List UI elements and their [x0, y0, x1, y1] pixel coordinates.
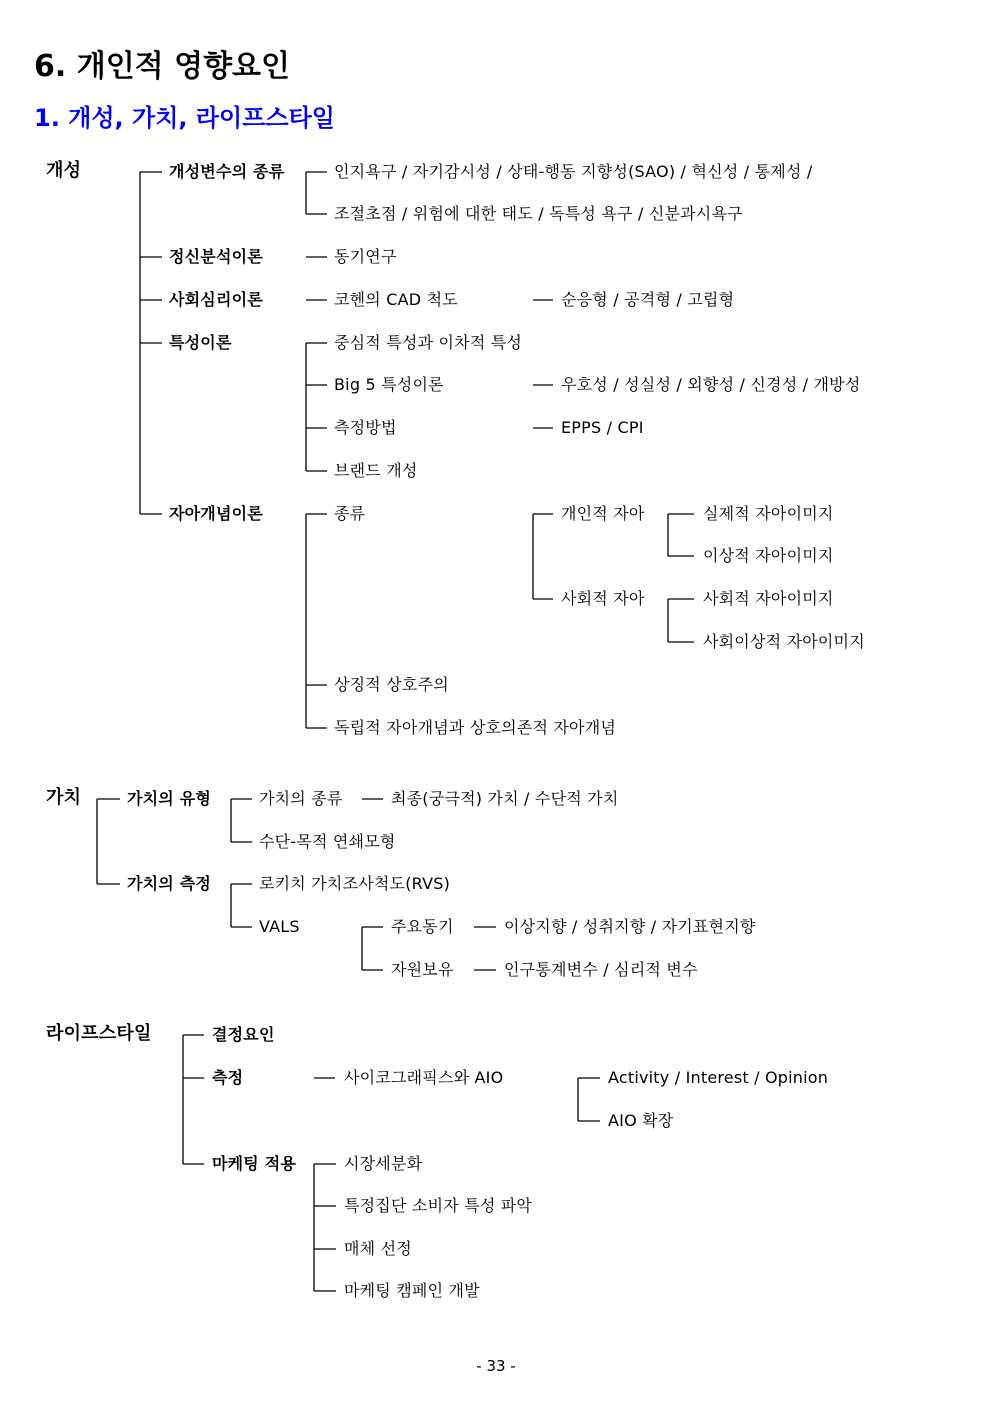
value-kinds-detail: 최종(궁극적) 가치 / 수단적 가치: [391, 789, 619, 808]
variable-types-line2: 조절초점 / 위험에 대한 태도 / 독특성 욕구 / 신분과시욕구: [334, 204, 743, 223]
campaign-development: 마케팅 캠페인 개발: [344, 1281, 480, 1300]
means-end-chain: 수단-목적 연쇄모형: [259, 832, 396, 851]
lifestyle-label: 라이프스타일: [46, 1023, 152, 1044]
value-kinds: 가치의 종류: [259, 789, 343, 808]
page-title: 6. 개인적 영향요인: [34, 49, 291, 84]
trait-item4: 브랜드 개성: [334, 461, 418, 480]
determinants-label: 결정요인: [212, 1025, 275, 1044]
page-number: - 33 -: [476, 1357, 516, 1375]
marketing-application-label: 마케팅 적용: [212, 1154, 297, 1173]
independent-self-concept: 독립적 자아개념과 상호의존적 자아개념: [334, 718, 617, 737]
trait-label: 특성이론: [169, 333, 232, 352]
social-psych-detail: 순응형 / 공격형 / 고립형: [561, 290, 735, 309]
aio-items: Activity / Interest / Opinion: [608, 1068, 829, 1087]
individual-self: 개인적 자아: [561, 504, 645, 523]
social-self: 사회적 자아: [561, 589, 645, 608]
market-segmentation: 시장세분화: [344, 1154, 423, 1173]
psychographics-aio: 사이코그래픽스와 AIO: [344, 1068, 504, 1087]
social-psych-label: 사회심리이론: [169, 290, 263, 309]
self-concept-label: 자아개념이론: [169, 504, 263, 523]
trait-item1: 중심적 특성과 이차적 특성: [334, 333, 523, 352]
lifestyle-measurement-label: 측정: [212, 1068, 244, 1087]
trait-item3-detail: EPPS / CPI: [561, 418, 644, 437]
media-selection: 매체 선정: [344, 1239, 412, 1258]
trait-item2: Big 5 특성이론: [334, 375, 444, 394]
value-measurement-label: 가치의 측정: [127, 874, 212, 893]
trait-item3: 측정방법: [334, 418, 397, 437]
variable-types-label: 개성변수의 종류: [169, 162, 285, 181]
target-group-profiling: 특정집단 소비자 특성 파악: [344, 1196, 533, 1215]
ideal-self-image: 이상적 자아이미지: [703, 546, 834, 565]
vals: VALS: [259, 917, 300, 936]
primary-motivation-detail: 이상지향 / 성취지향 / 자기표현지향: [504, 917, 756, 936]
social-psych-item: 코헨의 CAD 척도: [334, 290, 458, 309]
resources-detail: 인구통계변수 / 심리적 변수: [504, 960, 698, 979]
resources: 자원보유: [391, 960, 454, 979]
primary-motivation: 주요동기: [391, 917, 454, 936]
personality-label: 개성: [46, 160, 82, 181]
actual-self-image: 실제적 자아이미지: [703, 504, 834, 523]
value-types-label: 가치의 유형: [127, 789, 212, 808]
values-label: 가치: [46, 787, 82, 808]
self-concept-types: 종류: [334, 504, 366, 523]
psychoanalytic-item: 동기연구: [334, 247, 397, 266]
variable-types-line1: 인지욕구 / 자기감시성 / 상태-행동 지향성(SAO) / 혁신성 / 통제성 /: [334, 162, 813, 181]
rvs: 로키치 가치조사척도(RVS): [259, 874, 451, 893]
social-ideal-self-image: 사회이상적 자아이미지: [703, 632, 865, 651]
trait-item2-detail: 우호성 / 성실성 / 외향성 / 신경성 / 개방성: [561, 375, 861, 394]
aio-extension: AIO 확장: [608, 1111, 674, 1130]
symbolic-interactionism: 상징적 상호주의: [334, 675, 449, 694]
section-title: 1. 개성, 가치, 라이프스타일: [34, 104, 335, 132]
psychoanalytic-label: 정신분석이론: [169, 247, 263, 266]
social-self-image: 사회적 자아이미지: [703, 589, 834, 608]
